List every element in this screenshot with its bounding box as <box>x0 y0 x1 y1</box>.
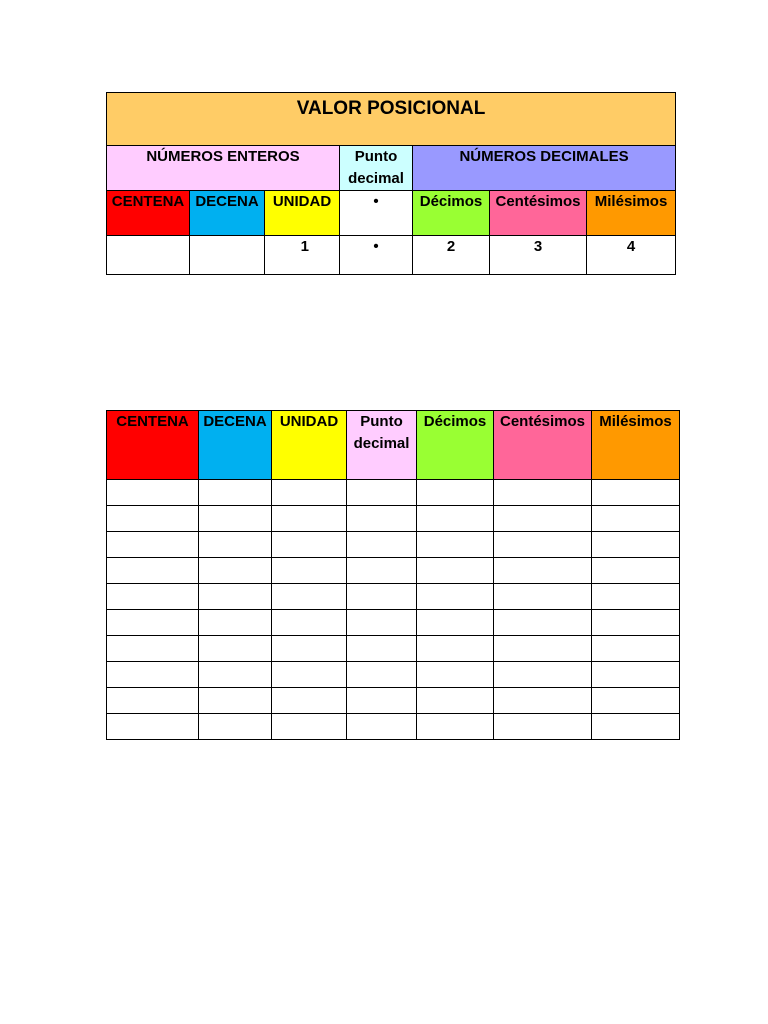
empty-cell[interactable] <box>347 532 417 558</box>
empty-cell[interactable] <box>107 714 199 740</box>
empty-cell[interactable] <box>417 688 494 714</box>
empty-cell[interactable] <box>494 636 592 662</box>
group-numeros-decimales: NÚMEROS DECIMALES <box>413 146 676 191</box>
header-decimos: Décimos <box>413 191 490 236</box>
table-row <box>107 714 680 740</box>
empty-cell[interactable] <box>107 584 199 610</box>
empty-cell[interactable] <box>592 584 680 610</box>
empty-cell[interactable] <box>494 662 592 688</box>
value-centesimos: 3 <box>490 236 587 275</box>
empty-cell[interactable] <box>592 558 680 584</box>
empty-cell[interactable] <box>417 558 494 584</box>
empty-cell[interactable] <box>107 558 199 584</box>
empty-cell[interactable] <box>592 532 680 558</box>
empty-cell[interactable] <box>347 506 417 532</box>
empty-cell[interactable] <box>272 584 347 610</box>
table-row <box>107 480 680 506</box>
empty-cell[interactable] <box>272 636 347 662</box>
empty-cell[interactable] <box>199 532 272 558</box>
empty-cell[interactable] <box>199 506 272 532</box>
empty-cell[interactable] <box>592 662 680 688</box>
empty-cell[interactable] <box>347 610 417 636</box>
empty-cell[interactable] <box>417 662 494 688</box>
empty-cell[interactable] <box>272 688 347 714</box>
empty-cell[interactable] <box>417 532 494 558</box>
value-decimos: 2 <box>413 236 490 275</box>
table-title: VALOR POSICIONAL <box>107 93 676 146</box>
practice-header-unidad: UNIDAD <box>272 411 347 480</box>
empty-cell[interactable] <box>417 610 494 636</box>
empty-cell[interactable] <box>272 662 347 688</box>
table-row <box>107 636 680 662</box>
empty-cell[interactable] <box>272 714 347 740</box>
empty-cell[interactable] <box>592 480 680 506</box>
empty-cell[interactable] <box>199 610 272 636</box>
table-row <box>107 558 680 584</box>
empty-cell[interactable] <box>347 558 417 584</box>
empty-cell[interactable] <box>272 506 347 532</box>
empty-cell[interactable] <box>592 610 680 636</box>
empty-cell[interactable] <box>417 714 494 740</box>
practice-table <box>106 410 680 740</box>
empty-cell[interactable] <box>347 662 417 688</box>
empty-cell[interactable] <box>199 636 272 662</box>
empty-cell[interactable] <box>417 584 494 610</box>
practice-header-milesimos: Milésimos <box>592 411 680 480</box>
empty-cell[interactable] <box>347 688 417 714</box>
empty-cell[interactable] <box>347 714 417 740</box>
empty-cell[interactable] <box>592 714 680 740</box>
empty-cell[interactable] <box>199 480 272 506</box>
empty-cell[interactable] <box>107 662 199 688</box>
empty-cell[interactable] <box>592 506 680 532</box>
empty-cell[interactable] <box>199 584 272 610</box>
empty-cell[interactable] <box>494 532 592 558</box>
value-milesimos: 4 <box>587 236 676 275</box>
empty-cell[interactable] <box>107 636 199 662</box>
empty-cell[interactable] <box>417 636 494 662</box>
empty-cell[interactable] <box>494 688 592 714</box>
empty-cell[interactable] <box>417 506 494 532</box>
value-punto: • <box>340 236 413 275</box>
table-row <box>107 584 680 610</box>
empty-cell[interactable] <box>272 558 347 584</box>
header-centena: CENTENA <box>107 191 190 236</box>
practice-header-punto-decimal: Punto decimal <box>347 411 417 480</box>
empty-cell[interactable] <box>107 610 199 636</box>
value-unidad: 1 <box>265 236 340 275</box>
empty-cell[interactable] <box>272 610 347 636</box>
empty-cell[interactable] <box>494 584 592 610</box>
practice-header-decena: DECENA <box>199 411 272 480</box>
value-centena <box>107 236 190 275</box>
table-row <box>107 662 680 688</box>
empty-cell[interactable] <box>107 688 199 714</box>
empty-cell[interactable] <box>347 584 417 610</box>
empty-cell[interactable] <box>592 636 680 662</box>
empty-cell[interactable] <box>417 480 494 506</box>
empty-cell[interactable] <box>107 480 199 506</box>
practice-header-decimos: Décimos <box>417 411 494 480</box>
table-row <box>107 610 680 636</box>
empty-cell[interactable] <box>107 532 199 558</box>
empty-cell[interactable] <box>199 662 272 688</box>
empty-cell[interactable] <box>199 688 272 714</box>
empty-cell[interactable] <box>347 636 417 662</box>
empty-cell[interactable] <box>107 506 199 532</box>
practice-header-centesimos: Centésimos <box>494 411 592 480</box>
empty-cell[interactable] <box>272 532 347 558</box>
empty-cell[interactable] <box>199 558 272 584</box>
table-row <box>107 688 680 714</box>
empty-cell[interactable] <box>494 506 592 532</box>
header-milesimos: Milésimos <box>587 191 676 236</box>
table-row <box>107 532 680 558</box>
empty-cell[interactable] <box>199 714 272 740</box>
group-numeros-enteros: NÚMEROS ENTEROS <box>107 146 340 191</box>
practice-header-centena: CENTENA <box>107 411 199 480</box>
empty-cell[interactable] <box>592 688 680 714</box>
header-decena: DECENA <box>190 191 265 236</box>
place-value-table <box>106 92 676 275</box>
header-unidad: UNIDAD <box>265 191 340 236</box>
group-punto-decimal: Punto decimal <box>340 146 413 191</box>
table-row <box>107 506 680 532</box>
empty-cell[interactable] <box>347 480 417 506</box>
empty-cell[interactable] <box>272 480 347 506</box>
value-decena <box>190 236 265 275</box>
empty-cell[interactable] <box>494 610 592 636</box>
header-centesimos: Centésimos <box>490 191 587 236</box>
empty-cell[interactable] <box>494 714 592 740</box>
empty-cell[interactable] <box>494 480 592 506</box>
practice-rows <box>107 480 680 740</box>
empty-cell[interactable] <box>494 558 592 584</box>
header-punto-bullet: • <box>340 191 413 236</box>
